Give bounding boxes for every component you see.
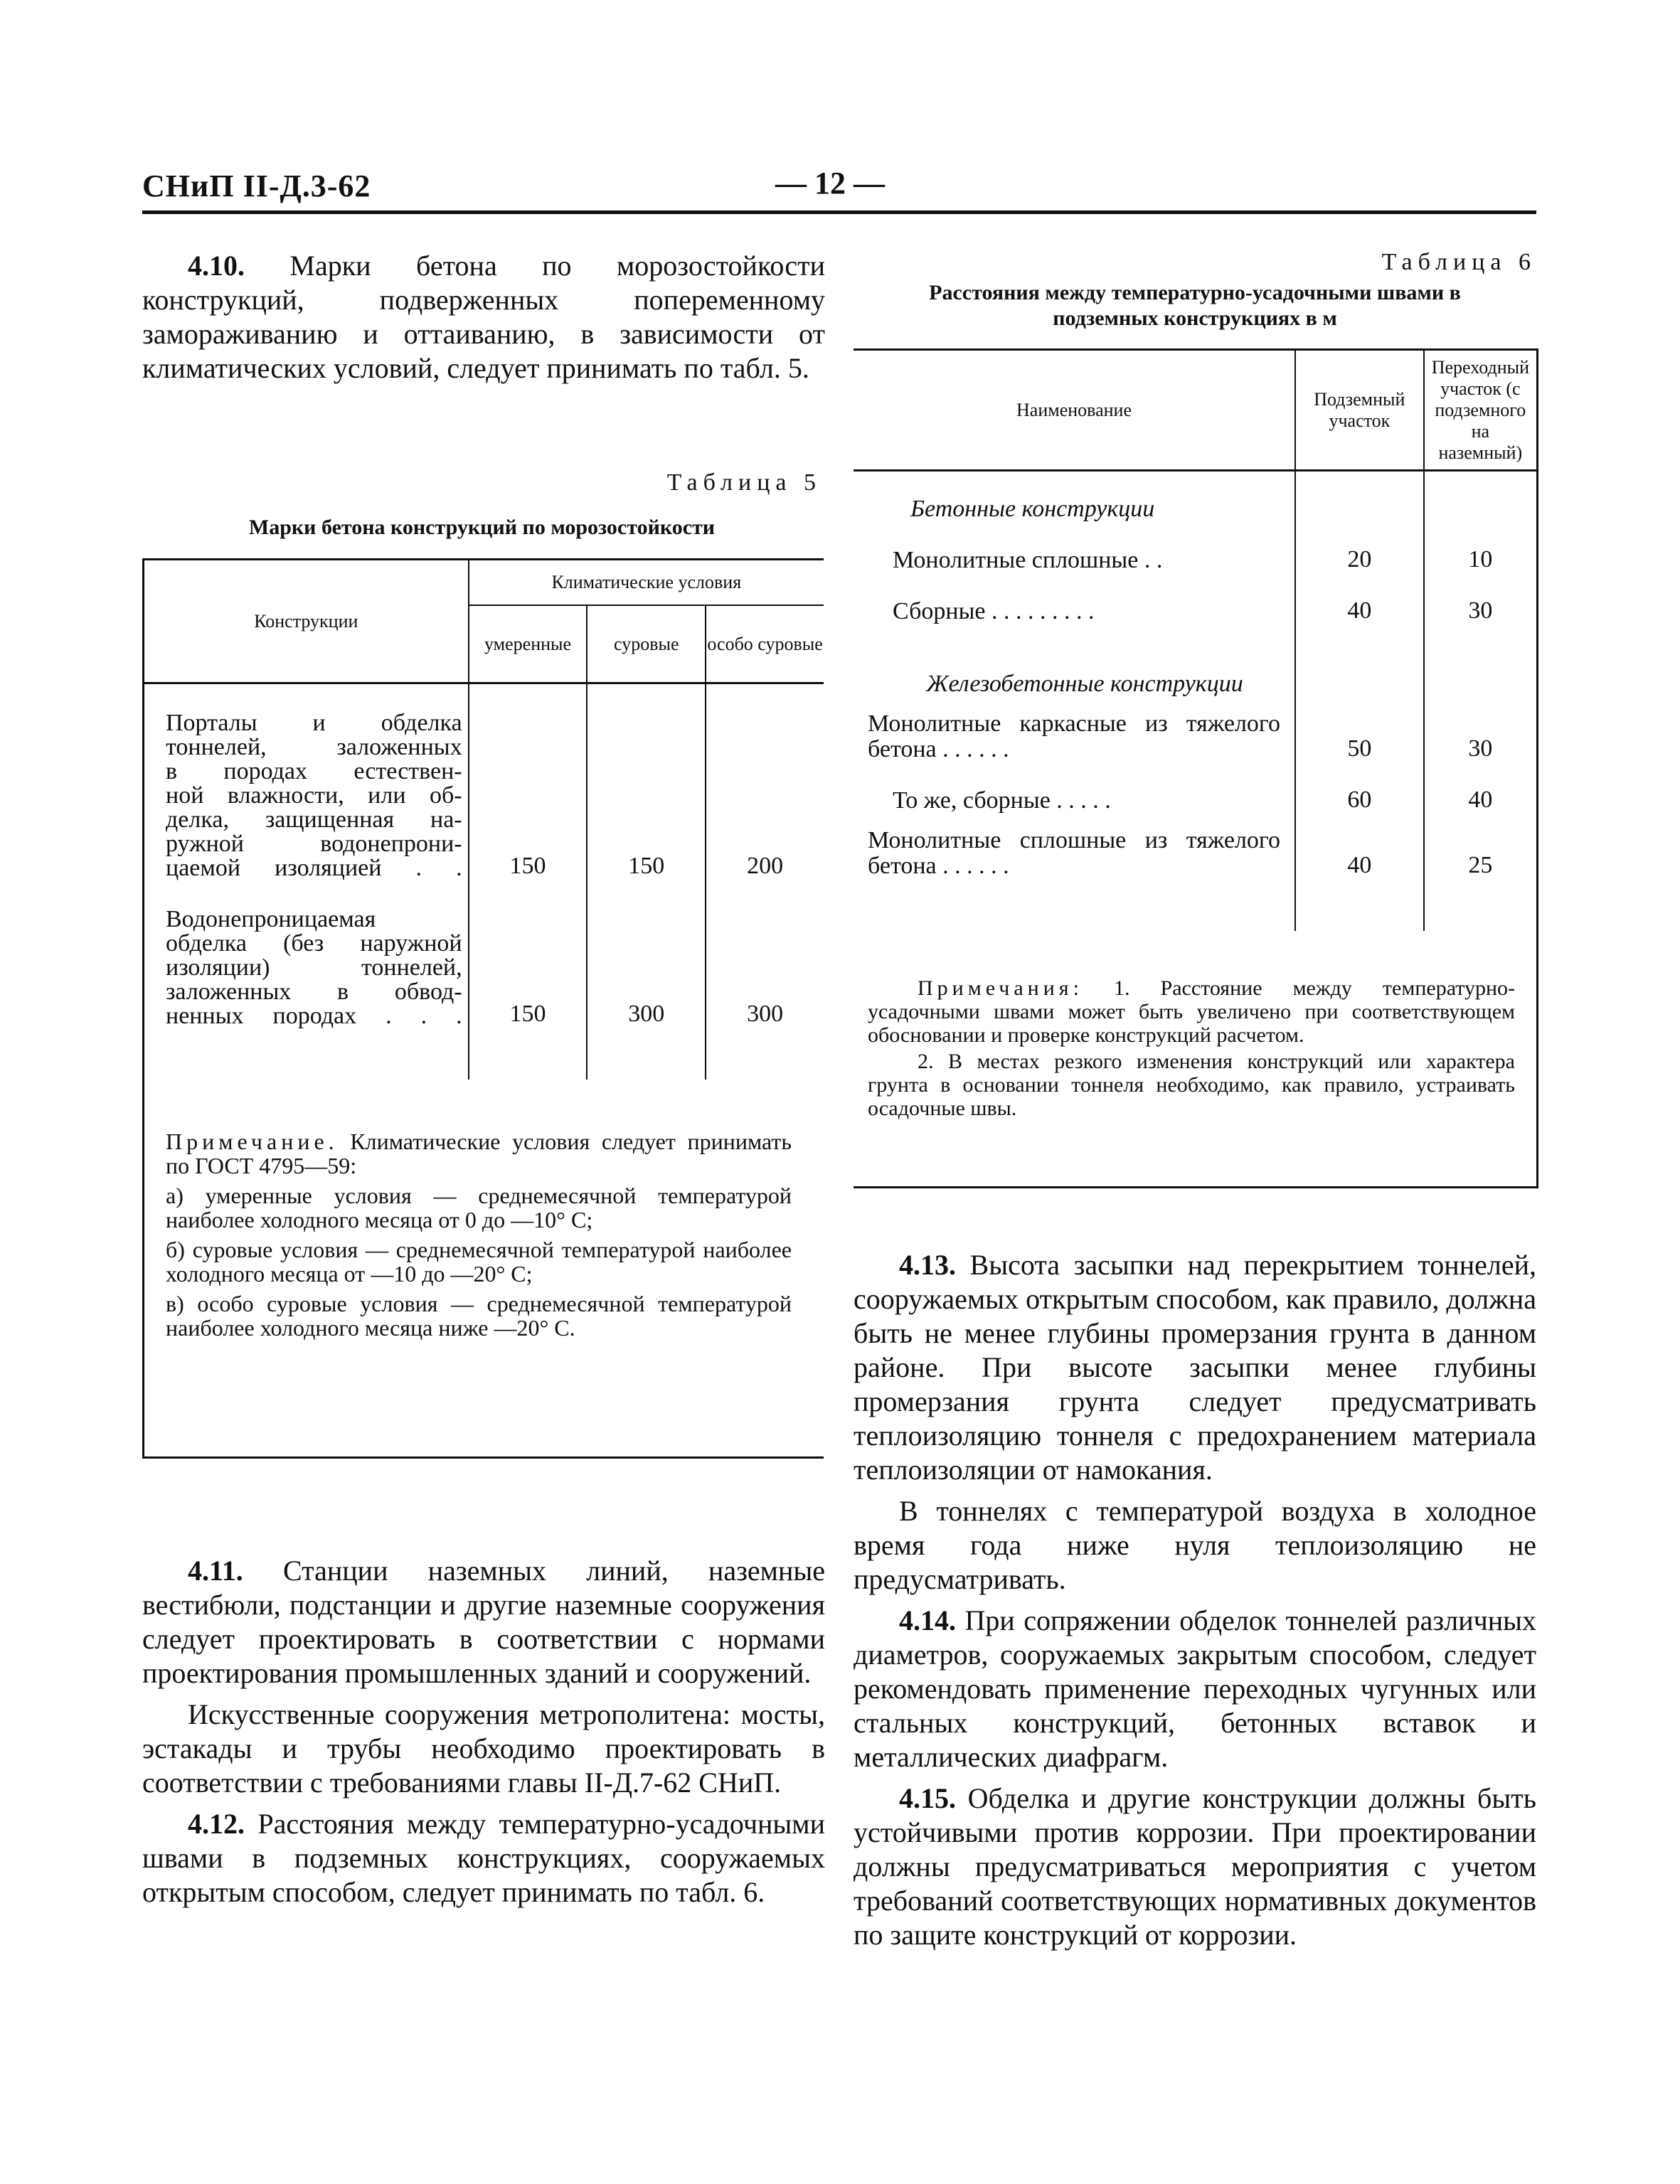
paragraph-4-15	[854, 1781, 1536, 1952]
col-construction: Конструкции	[144, 560, 469, 683]
section-row	[854, 625, 1536, 698]
cell-underground: 60	[1295, 763, 1424, 814]
table-row	[854, 814, 1536, 880]
cell-transition: 25	[1468, 852, 1493, 878]
header-rule	[142, 211, 1536, 214]
table-row	[144, 907, 824, 1028]
col-name: Наименование	[854, 351, 1295, 471]
paragraph-text: При сопряжении обделок тоннелей различных диаметров, сооружаемых закрытым способом, следует рекомендовать применение переходных чугунных или стальных конструкций, бетонных вставок и металлических диафрагм.	[854, 1604, 1536, 1773]
table6-caption	[854, 249, 1536, 331]
paragraph-text: Высота засыпки над перекрытием тоннелей, сооружаемых открытым способом, как правило, должна быть не менее глубины промерзания грунта в данном районе. При высоте засыпки менее глубины промерзания грунта следует предусматривать теплоизоляцию тоннеля с предохранением материала теплоизоляции от намокания.	[854, 1249, 1536, 1486]
section-concrete: Бетонные конструкции	[854, 471, 1295, 523]
table5-caption	[142, 469, 822, 540]
paragraph-4-12	[142, 1807, 825, 1909]
row-name: Порталы и обделка тоннелей, заложенных в породах естествен- ной влажности, или об- делка, защищенная на- ружной водонепрони- цаемой изоляцией . .	[144, 711, 469, 880]
table-row	[144, 711, 824, 880]
right-column-bottom	[854, 1248, 1536, 1952]
paragraph-4-14	[854, 1604, 1536, 1774]
row-name: Монолитные каркасные из тяжелого бетона . . . . . .	[854, 698, 1295, 763]
table6-note	[868, 976, 1515, 1123]
note-b: б) суровые условия — среднемесячной температурой наиболее холодного месяца от —10 до —20° С;	[166, 1237, 792, 1287]
cell-severe: 300	[587, 907, 706, 1028]
note-c: в) особо суровые условия — среднемесячной температурой наиболее холодного месяца ниже —20° С.	[166, 1291, 792, 1341]
note-head: Примечание.	[166, 1129, 339, 1154]
note-head: Примечания:	[918, 976, 1083, 1000]
paragraph-number: 4.15.	[899, 1782, 956, 1814]
left-column-top	[142, 249, 825, 385]
note-a: а) умеренные условия — среднемесячной температурой наиболее холодного месяца от 0 до —10° С;	[166, 1183, 792, 1232]
paragraph-4-13	[854, 1248, 1536, 1487]
note-1: 1. Расстояние между температурно-усадочными швами может быть увеличено при соответствующем обосновании и проверке конструкций расчетом.	[868, 976, 1515, 1047]
row-name: То же, сборные . . . . .	[854, 763, 1295, 814]
row-name: Монолитные сплошные . .	[854, 523, 1295, 574]
col-severe: суровые	[587, 605, 706, 683]
paragraph-text: Станции наземных линий, наземные вестибюли, подстанции и другие наземные сооружения следует проектировать в соответствии с нормами проектирования промышленных зданий и сооружений.	[142, 1555, 825, 1689]
section-row	[854, 471, 1536, 523]
cell-moderate: 150	[469, 907, 588, 1028]
col-moderate: умеренные	[469, 605, 588, 683]
paragraph-text: Марки бетона по морозостойкости конструкций, подверженных попеременному замораживанию и оттаиванию, в зависимости от климатических условий, следует принимать по табл. 5.	[142, 250, 825, 384]
paragraph-number: 4.11.	[188, 1555, 243, 1587]
cell-underground: 20	[1295, 523, 1424, 574]
cell-transition: 30	[1468, 597, 1493, 624]
row-name: Водонепроницаемая обделка (без наружной изоляции) тоннелей, заложенных в обвод- ненных породах . . .	[144, 907, 469, 1028]
table5-title: Марки бетона конструкций по морозостойкости	[248, 516, 716, 539]
table6-title: Расстояния между температурно-усадочными швами в подземных конструкциях в м	[929, 281, 1461, 330]
cell-transition: 30	[1468, 735, 1493, 762]
col-transition: Переходный участок (с подземного на наземный)	[1424, 351, 1536, 471]
paragraph-4-13-b: В тоннелях с температурой воздуха в холодное время года ниже нуля теплоизоляцию не предусматривать.	[854, 1495, 1536, 1595]
paragraph-4-11-b: Искусственные сооружения метрополитена: мосты, эстакады и трубы необходимо проектировать в соответствии с требованиями главы II-Д.7-62 СНиП.	[142, 1698, 825, 1799]
cell-transition: 40	[1468, 787, 1493, 813]
paragraph-text: Обделка и другие конструкции должны быть устойчивыми против коррозии. При проектировании должны предусматриваться мероприятия с учетом требований соответствующих нормативных документов по защите конструкций от коррозии.	[854, 1782, 1536, 1951]
cell-moderate: 150	[469, 711, 588, 880]
table-row	[854, 523, 1536, 574]
table6-label: Таблица 6	[1381, 249, 1536, 275]
paragraph-number: 4.13.	[899, 1249, 956, 1281]
cell-extra-severe: 200	[747, 853, 784, 879]
table-row	[854, 574, 1536, 625]
col-climate: Климатические условия	[469, 560, 824, 605]
cell-extra-severe: 300	[747, 1001, 784, 1027]
paragraph-number: 4.10.	[188, 250, 245, 282]
table5-note	[166, 1129, 792, 1346]
table-6	[854, 348, 1538, 1188]
doc-code: СНиП II-Д.3-62	[142, 169, 371, 203]
table-row	[854, 763, 1536, 814]
page-number: — 12 —	[775, 166, 885, 201]
col-underground: Подземный участок	[1295, 351, 1424, 471]
table-row	[854, 698, 1536, 763]
paragraph-number: 4.12.	[188, 1808, 245, 1840]
paragraph-text: Расстояния между температурно-усадочными швами в подземных конструкциях, сооружаемых открытым способом, следует принимать по табл. 6.	[142, 1808, 825, 1908]
col-extra-severe: особо суровые	[706, 605, 824, 683]
paragraph-4-11	[142, 1554, 825, 1690]
cell-underground: 40	[1295, 814, 1424, 880]
left-column-bottom	[142, 1554, 825, 1909]
cell-underground: 50	[1295, 698, 1424, 763]
cell-severe: 150	[587, 711, 706, 880]
note-text: Климатические условия следует принимать по ГОСТ 4795—59:	[166, 1129, 792, 1178]
row-name: Сборные . . . . . . . . .	[854, 574, 1295, 625]
row-name: Монолитные сплошные из тяжелого бетона . . . . . .	[854, 814, 1295, 880]
table5-label: Таблица 5	[666, 469, 822, 496]
table-5	[142, 558, 824, 1459]
cell-underground: 40	[1295, 574, 1424, 625]
note-2: 2. В местах резкого изменения конструкций или характера грунта в основании тоннеля необходимо, как правило, устраивать осадочные швы.	[868, 1050, 1515, 1120]
section-reinforced: Железобетонные конструкции	[854, 625, 1295, 698]
paragraph-4-10	[142, 249, 825, 385]
paragraph-number: 4.14.	[899, 1604, 956, 1636]
cell-transition: 10	[1468, 546, 1493, 572]
